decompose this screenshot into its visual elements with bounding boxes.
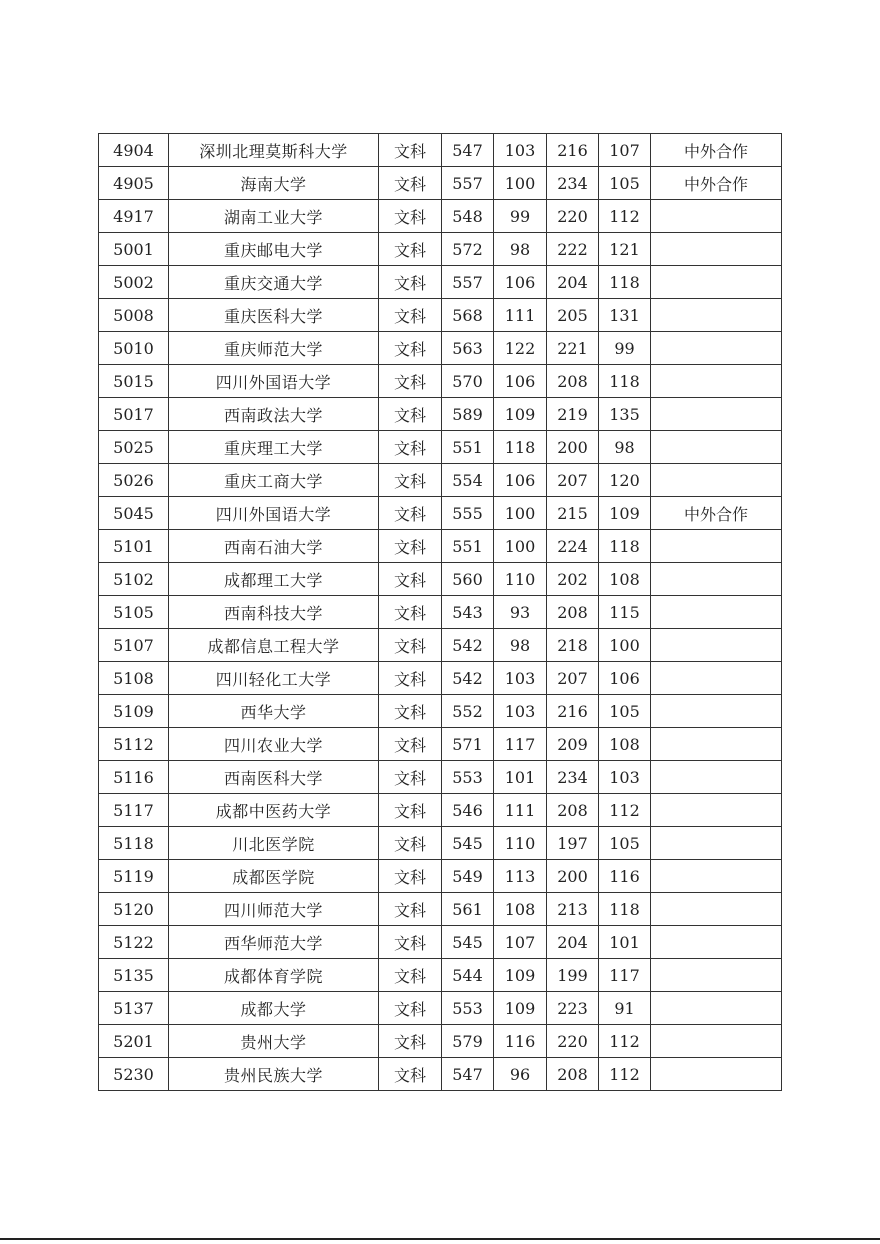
score-column-b-cell: 234 — [547, 761, 599, 794]
subject-type-cell: 文科 — [379, 596, 442, 629]
total-score-cell: 542 — [442, 662, 494, 695]
school-name-cell: 西南科技大学 — [169, 596, 379, 629]
subject-type-cell: 文科 — [379, 860, 442, 893]
subject-type-cell: 文科 — [379, 497, 442, 530]
note-cell — [651, 992, 782, 1025]
score-column-a-cell: 101 — [494, 761, 547, 794]
school-code-cell: 5117 — [99, 794, 169, 827]
note-cell — [651, 233, 782, 266]
total-score-cell: 552 — [442, 695, 494, 728]
score-column-c-cell: 109 — [599, 497, 651, 530]
school-name-cell: 贵州民族大学 — [169, 1058, 379, 1091]
school-code-cell: 4917 — [99, 200, 169, 233]
score-column-a-cell: 100 — [494, 530, 547, 563]
table-row — [99, 596, 782, 629]
note-cell — [651, 761, 782, 794]
total-score-cell: 570 — [442, 365, 494, 398]
score-column-a-cell: 98 — [494, 629, 547, 662]
school-name-cell: 深圳北理莫斯科大学 — [169, 134, 379, 167]
note-cell — [651, 332, 782, 365]
total-score-cell: 546 — [442, 794, 494, 827]
note-cell: 中外合作 — [651, 497, 782, 530]
score-column-b-cell: 208 — [547, 596, 599, 629]
total-score-cell: 563 — [442, 332, 494, 365]
score-column-a-cell: 108 — [494, 893, 547, 926]
table-row — [99, 959, 782, 992]
score-column-c-cell: 118 — [599, 530, 651, 563]
school-code-cell: 5119 — [99, 860, 169, 893]
table-row — [99, 860, 782, 893]
subject-type-cell: 文科 — [379, 266, 442, 299]
note-cell — [651, 893, 782, 926]
score-column-c-cell: 118 — [599, 365, 651, 398]
total-score-cell: 542 — [442, 629, 494, 662]
score-column-a-cell: 117 — [494, 728, 547, 761]
score-column-a-cell: 100 — [494, 167, 547, 200]
table-row — [99, 1058, 782, 1091]
score-column-c-cell: 108 — [599, 563, 651, 596]
school-name-cell: 四川师范大学 — [169, 893, 379, 926]
score-column-c-cell: 105 — [599, 167, 651, 200]
score-column-a-cell: 106 — [494, 365, 547, 398]
score-column-b-cell: 218 — [547, 629, 599, 662]
score-column-b-cell: 223 — [547, 992, 599, 1025]
total-score-cell: 557 — [442, 167, 494, 200]
note-cell — [651, 662, 782, 695]
total-score-cell: 572 — [442, 233, 494, 266]
total-score-cell: 547 — [442, 134, 494, 167]
subject-type-cell: 文科 — [379, 200, 442, 233]
school-code-cell: 5230 — [99, 1058, 169, 1091]
school-name-cell: 重庆邮电大学 — [169, 233, 379, 266]
subject-type-cell: 文科 — [379, 563, 442, 596]
subject-type-cell: 文科 — [379, 167, 442, 200]
page-bottom-rule — [0, 1238, 880, 1240]
score-column-b-cell: 209 — [547, 728, 599, 761]
table-row — [99, 926, 782, 959]
table-row — [99, 497, 782, 530]
score-column-b-cell: 234 — [547, 167, 599, 200]
school-code-cell: 4905 — [99, 167, 169, 200]
school-code-cell: 5108 — [99, 662, 169, 695]
school-name-cell: 贵州大学 — [169, 1025, 379, 1058]
table-row — [99, 728, 782, 761]
school-name-cell: 西南政法大学 — [169, 398, 379, 431]
table-row — [99, 794, 782, 827]
score-column-a-cell: 109 — [494, 959, 547, 992]
school-code-cell: 5015 — [99, 365, 169, 398]
score-column-b-cell: 199 — [547, 959, 599, 992]
score-column-a-cell: 106 — [494, 464, 547, 497]
score-column-b-cell: 219 — [547, 398, 599, 431]
score-column-b-cell: 207 — [547, 662, 599, 695]
school-name-cell: 四川外国语大学 — [169, 365, 379, 398]
school-code-cell: 5010 — [99, 332, 169, 365]
score-column-c-cell: 107 — [599, 134, 651, 167]
table-row — [99, 893, 782, 926]
table-row — [99, 629, 782, 662]
score-column-c-cell: 112 — [599, 1025, 651, 1058]
school-code-cell: 5105 — [99, 596, 169, 629]
school-code-cell: 5001 — [99, 233, 169, 266]
score-column-b-cell: 221 — [547, 332, 599, 365]
note-cell: 中外合作 — [651, 134, 782, 167]
score-column-c-cell: 105 — [599, 827, 651, 860]
total-score-cell: 579 — [442, 1025, 494, 1058]
school-name-cell: 西华师范大学 — [169, 926, 379, 959]
note-cell — [651, 596, 782, 629]
note-cell — [651, 1025, 782, 1058]
total-score-cell: 543 — [442, 596, 494, 629]
school-name-cell: 成都理工大学 — [169, 563, 379, 596]
school-name-cell: 海南大学 — [169, 167, 379, 200]
subject-type-cell: 文科 — [379, 332, 442, 365]
school-code-cell: 5112 — [99, 728, 169, 761]
score-column-c-cell: 117 — [599, 959, 651, 992]
score-column-c-cell: 121 — [599, 233, 651, 266]
total-score-cell: 557 — [442, 266, 494, 299]
score-column-c-cell: 103 — [599, 761, 651, 794]
table-row — [99, 299, 782, 332]
score-column-b-cell: 220 — [547, 200, 599, 233]
subject-type-cell: 文科 — [379, 1058, 442, 1091]
school-code-cell: 5122 — [99, 926, 169, 959]
school-name-cell: 西南医科大学 — [169, 761, 379, 794]
total-score-cell: 551 — [442, 530, 494, 563]
subject-type-cell: 文科 — [379, 299, 442, 332]
note-cell — [651, 431, 782, 464]
note-cell — [651, 1058, 782, 1091]
table-row — [99, 266, 782, 299]
school-name-cell: 成都信息工程大学 — [169, 629, 379, 662]
note-cell — [651, 266, 782, 299]
table-row — [99, 365, 782, 398]
note-cell — [651, 959, 782, 992]
table-row — [99, 761, 782, 794]
score-column-a-cell: 116 — [494, 1025, 547, 1058]
total-score-cell: 553 — [442, 992, 494, 1025]
score-column-a-cell: 118 — [494, 431, 547, 464]
score-column-c-cell: 112 — [599, 200, 651, 233]
score-column-a-cell: 110 — [494, 563, 547, 596]
school-name-cell: 西华大学 — [169, 695, 379, 728]
note-cell: 中外合作 — [651, 167, 782, 200]
subject-type-cell: 文科 — [379, 398, 442, 431]
score-column-b-cell: 216 — [547, 695, 599, 728]
score-column-a-cell: 93 — [494, 596, 547, 629]
score-column-c-cell: 106 — [599, 662, 651, 695]
note-cell — [651, 827, 782, 860]
total-score-cell: 560 — [442, 563, 494, 596]
score-column-c-cell: 116 — [599, 860, 651, 893]
school-code-cell: 5201 — [99, 1025, 169, 1058]
score-column-b-cell: 213 — [547, 893, 599, 926]
score-column-c-cell: 112 — [599, 794, 651, 827]
school-name-cell: 四川农业大学 — [169, 728, 379, 761]
total-score-cell: 589 — [442, 398, 494, 431]
score-column-a-cell: 103 — [494, 662, 547, 695]
score-column-b-cell: 208 — [547, 365, 599, 398]
total-score-cell: 555 — [442, 497, 494, 530]
admission-score-table — [98, 133, 782, 1091]
total-score-cell: 551 — [442, 431, 494, 464]
school-name-cell: 四川外国语大学 — [169, 497, 379, 530]
score-column-a-cell: 100 — [494, 497, 547, 530]
score-column-a-cell: 103 — [494, 134, 547, 167]
table-row — [99, 992, 782, 1025]
school-name-cell: 重庆工商大学 — [169, 464, 379, 497]
total-score-cell: 545 — [442, 827, 494, 860]
note-cell — [651, 629, 782, 662]
table-body — [99, 134, 782, 1091]
subject-type-cell: 文科 — [379, 959, 442, 992]
score-column-a-cell: 103 — [494, 695, 547, 728]
school-name-cell: 西南石油大学 — [169, 530, 379, 563]
note-cell — [651, 398, 782, 431]
school-code-cell: 4904 — [99, 134, 169, 167]
score-column-a-cell: 109 — [494, 398, 547, 431]
score-column-a-cell: 96 — [494, 1058, 547, 1091]
table-row — [99, 662, 782, 695]
total-score-cell: 553 — [442, 761, 494, 794]
school-code-cell: 5107 — [99, 629, 169, 662]
score-column-a-cell: 122 — [494, 332, 547, 365]
subject-type-cell: 文科 — [379, 629, 442, 662]
score-column-a-cell: 113 — [494, 860, 547, 893]
score-column-c-cell: 105 — [599, 695, 651, 728]
score-column-c-cell: 118 — [599, 266, 651, 299]
total-score-cell: 545 — [442, 926, 494, 959]
total-score-cell: 544 — [442, 959, 494, 992]
school-name-cell: 成都中医药大学 — [169, 794, 379, 827]
table-row — [99, 827, 782, 860]
score-column-c-cell: 115 — [599, 596, 651, 629]
subject-type-cell: 文科 — [379, 1025, 442, 1058]
school-code-cell: 5025 — [99, 431, 169, 464]
score-column-a-cell: 111 — [494, 299, 547, 332]
total-score-cell: 568 — [442, 299, 494, 332]
score-column-b-cell: 204 — [547, 266, 599, 299]
note-cell — [651, 299, 782, 332]
note-cell — [651, 794, 782, 827]
note-cell — [651, 464, 782, 497]
school-name-cell: 成都大学 — [169, 992, 379, 1025]
school-code-cell: 5135 — [99, 959, 169, 992]
school-name-cell: 成都体育学院 — [169, 959, 379, 992]
score-column-a-cell: 111 — [494, 794, 547, 827]
total-score-cell: 547 — [442, 1058, 494, 1091]
score-column-c-cell: 91 — [599, 992, 651, 1025]
school-name-cell: 成都医学院 — [169, 860, 379, 893]
score-column-b-cell: 207 — [547, 464, 599, 497]
note-cell — [651, 365, 782, 398]
school-name-cell: 四川轻化工大学 — [169, 662, 379, 695]
table-row — [99, 530, 782, 563]
score-column-b-cell: 215 — [547, 497, 599, 530]
school-code-cell: 5017 — [99, 398, 169, 431]
subject-type-cell: 文科 — [379, 365, 442, 398]
total-score-cell: 561 — [442, 893, 494, 926]
school-code-cell: 5137 — [99, 992, 169, 1025]
subject-type-cell: 文科 — [379, 431, 442, 464]
note-cell — [651, 530, 782, 563]
score-column-c-cell: 100 — [599, 629, 651, 662]
score-column-b-cell: 224 — [547, 530, 599, 563]
note-cell — [651, 728, 782, 761]
school-code-cell: 5102 — [99, 563, 169, 596]
score-column-a-cell: 107 — [494, 926, 547, 959]
table-row — [99, 134, 782, 167]
score-column-b-cell: 208 — [547, 1058, 599, 1091]
school-code-cell: 5008 — [99, 299, 169, 332]
score-column-c-cell: 101 — [599, 926, 651, 959]
table-row — [99, 464, 782, 497]
score-column-b-cell: 208 — [547, 794, 599, 827]
score-column-b-cell: 222 — [547, 233, 599, 266]
table-row — [99, 563, 782, 596]
subject-type-cell: 文科 — [379, 728, 442, 761]
subject-type-cell: 文科 — [379, 134, 442, 167]
school-code-cell: 5026 — [99, 464, 169, 497]
table-row — [99, 200, 782, 233]
subject-type-cell: 文科 — [379, 662, 442, 695]
score-column-b-cell: 197 — [547, 827, 599, 860]
score-column-a-cell: 110 — [494, 827, 547, 860]
total-score-cell: 571 — [442, 728, 494, 761]
table-row — [99, 332, 782, 365]
subject-type-cell: 文科 — [379, 233, 442, 266]
table-row — [99, 1025, 782, 1058]
subject-type-cell: 文科 — [379, 695, 442, 728]
score-column-a-cell: 109 — [494, 992, 547, 1025]
score-column-a-cell: 98 — [494, 233, 547, 266]
school-name-cell: 川北医学院 — [169, 827, 379, 860]
subject-type-cell: 文科 — [379, 530, 442, 563]
note-cell — [651, 563, 782, 596]
school-code-cell: 5118 — [99, 827, 169, 860]
school-name-cell: 重庆医科大学 — [169, 299, 379, 332]
subject-type-cell: 文科 — [379, 464, 442, 497]
note-cell — [651, 926, 782, 959]
score-column-c-cell: 98 — [599, 431, 651, 464]
score-column-c-cell: 118 — [599, 893, 651, 926]
school-name-cell: 重庆理工大学 — [169, 431, 379, 464]
score-column-b-cell: 204 — [547, 926, 599, 959]
score-column-c-cell: 131 — [599, 299, 651, 332]
school-code-cell: 5109 — [99, 695, 169, 728]
score-column-b-cell: 200 — [547, 431, 599, 464]
score-column-c-cell: 120 — [599, 464, 651, 497]
note-cell — [651, 200, 782, 233]
table-row — [99, 167, 782, 200]
subject-type-cell: 文科 — [379, 992, 442, 1025]
score-column-c-cell: 112 — [599, 1058, 651, 1091]
school-code-cell: 5101 — [99, 530, 169, 563]
school-name-cell: 重庆师范大学 — [169, 332, 379, 365]
school-name-cell: 湖南工业大学 — [169, 200, 379, 233]
table-row — [99, 398, 782, 431]
school-code-cell: 5045 — [99, 497, 169, 530]
note-cell — [651, 695, 782, 728]
total-score-cell: 554 — [442, 464, 494, 497]
score-column-a-cell: 99 — [494, 200, 547, 233]
subject-type-cell: 文科 — [379, 926, 442, 959]
score-column-b-cell: 216 — [547, 134, 599, 167]
score-column-c-cell: 99 — [599, 332, 651, 365]
table-row — [99, 233, 782, 266]
total-score-cell: 548 — [442, 200, 494, 233]
school-code-cell: 5002 — [99, 266, 169, 299]
school-name-cell: 重庆交通大学 — [169, 266, 379, 299]
table-row — [99, 431, 782, 464]
score-column-c-cell: 108 — [599, 728, 651, 761]
school-code-cell: 5120 — [99, 893, 169, 926]
table-row — [99, 695, 782, 728]
subject-type-cell: 文科 — [379, 893, 442, 926]
subject-type-cell: 文科 — [379, 761, 442, 794]
score-column-b-cell: 220 — [547, 1025, 599, 1058]
score-column-b-cell: 202 — [547, 563, 599, 596]
subject-type-cell: 文科 — [379, 794, 442, 827]
note-cell — [651, 860, 782, 893]
school-code-cell: 5116 — [99, 761, 169, 794]
total-score-cell: 549 — [442, 860, 494, 893]
score-column-b-cell: 205 — [547, 299, 599, 332]
score-column-c-cell: 135 — [599, 398, 651, 431]
score-column-a-cell: 106 — [494, 266, 547, 299]
score-column-b-cell: 200 — [547, 860, 599, 893]
subject-type-cell: 文科 — [379, 827, 442, 860]
